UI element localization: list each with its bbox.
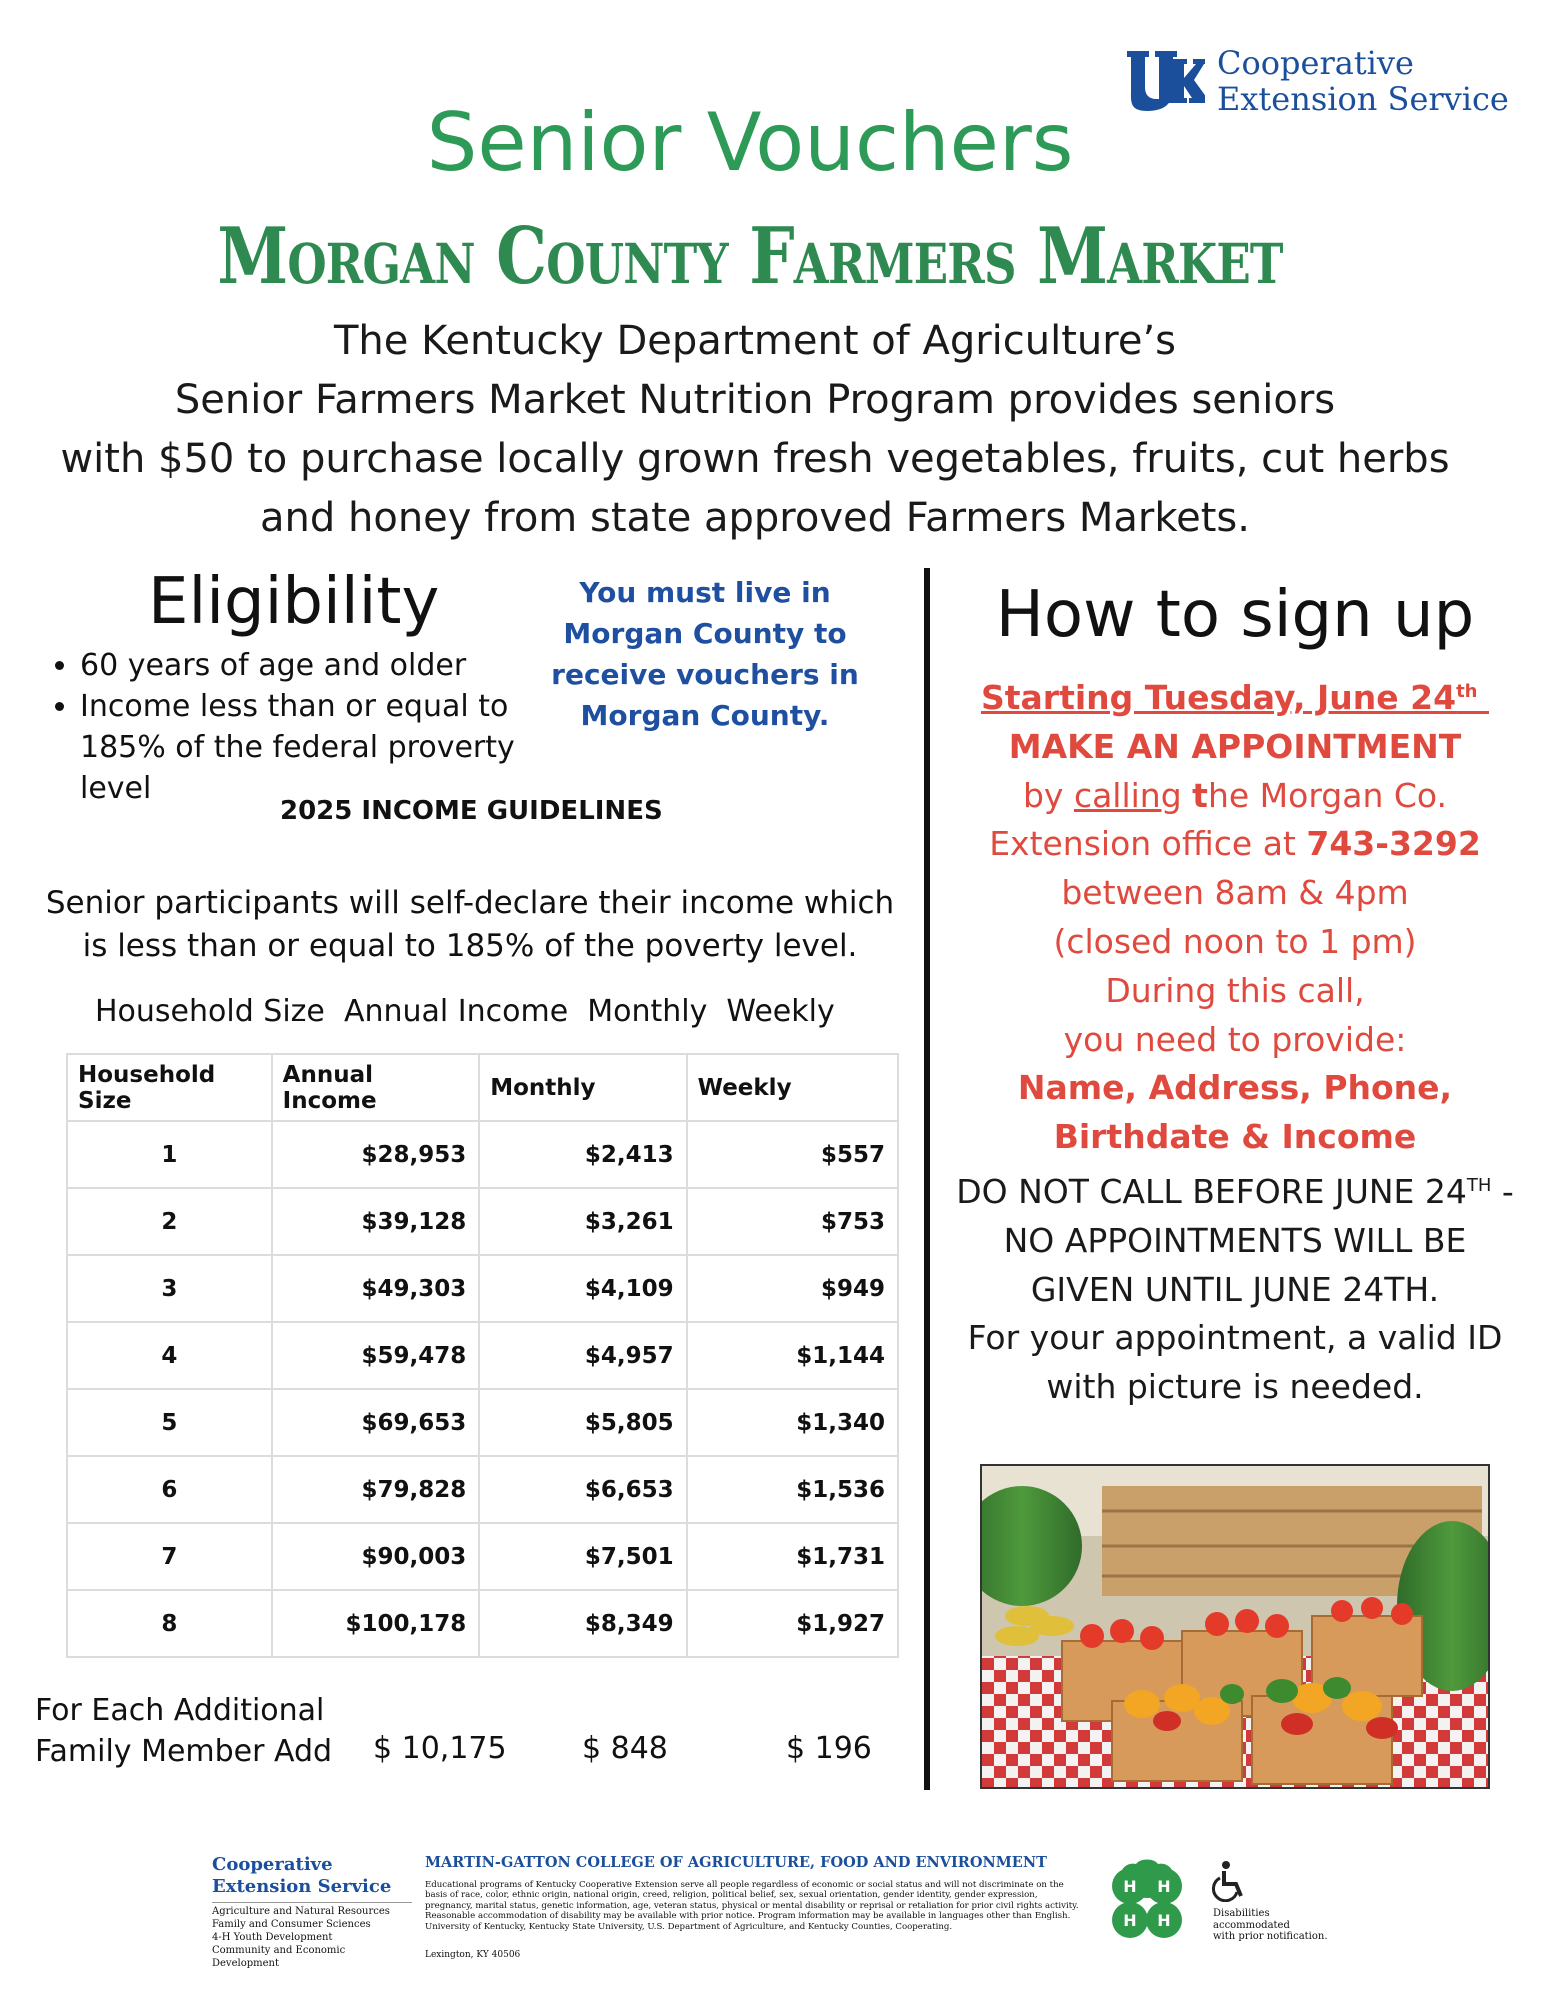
table-header-row [67, 1054, 898, 1121]
table-cell: $49,303 [272, 1255, 480, 1322]
produce-photo-image [982, 1466, 1488, 1787]
table-cell: $8,349 [479, 1590, 686, 1657]
eligibility-list [40, 645, 550, 809]
table-cell: 3 [67, 1255, 272, 1322]
footer-address: Lexington, KY 40506 [425, 1950, 521, 1960]
table-cell: $59,478 [272, 1322, 480, 1389]
signup-during: During this call, [1105, 970, 1365, 1010]
signup-id-note: For your appointment, a valid ID [967, 1318, 1503, 1358]
additional-annual: $ 10,175 [373, 1731, 507, 1766]
table-cell: 2 [67, 1188, 272, 1255]
additional-weekly: $ 196 [786, 1731, 872, 1766]
signup-hours: between 8am & 4pm [1061, 873, 1409, 913]
svg-text:H: H [1123, 1877, 1137, 1896]
footer-unit: 4-H Youth Development [212, 1932, 333, 1943]
table-cell: $90,003 [272, 1523, 480, 1590]
signup-id-note: with picture is needed. [1046, 1367, 1424, 1407]
table-row [67, 1322, 898, 1389]
additional-monthly: $ 848 [582, 1731, 668, 1766]
intro-line: with $50 to purchase locally grown fresh vegetables, fruits, cut herbs [60, 436, 1450, 482]
additional-label-line: Family Member Add [35, 1734, 333, 1769]
table-cell: $1,927 [687, 1590, 898, 1657]
logo-line2: Extension Service [1217, 80, 1509, 118]
table-cell: $39,128 [272, 1188, 480, 1255]
table-header: Weekly [687, 1054, 898, 1121]
table-row [67, 1590, 898, 1657]
svg-text:H: H [1157, 1877, 1171, 1896]
table-row [67, 1255, 898, 1322]
produce-photo [980, 1464, 1490, 1789]
signup-warning: DO NOT CALL BEFORE JUNE 24TH - [956, 1171, 1514, 1211]
intro-line: and honey from state approved Farmers Markets. [260, 495, 1250, 541]
page-title: Senior Vouchers [426, 96, 1074, 189]
income-guidelines-heading: 2025 INCOME GUIDELINES [280, 796, 663, 826]
footer-unit: Community and Economic Development [212, 1945, 346, 1969]
4h-clover-icon [1102, 1858, 1192, 1948]
additional-member-label [35, 1690, 332, 1772]
table-cell: $7,501 [479, 1523, 686, 1590]
table-row [67, 1456, 898, 1523]
footer-unit: Agriculture and Natural Resources [212, 1906, 390, 1917]
signup-office-line: Extension office at 743-3292 [989, 824, 1481, 864]
table-cell: 5 [67, 1389, 272, 1456]
signup-call-line: by calling the Morgan Co. [1022, 775, 1448, 815]
table-cell: $1,340 [687, 1389, 898, 1456]
table-header: Monthly [479, 1054, 686, 1121]
signup-fields: Birthdate & Income [1053, 1117, 1417, 1157]
phone-number: 743-3292 [1306, 824, 1481, 864]
table-cell: $6,653 [479, 1456, 686, 1523]
column-summary-row: Household Size Annual Income Monthly Weekly [95, 994, 835, 1029]
table-cell: $949 [687, 1255, 898, 1322]
accessibility-note [1213, 1908, 1328, 1943]
table-cell: $557 [687, 1121, 898, 1188]
table-cell: $5,805 [479, 1389, 686, 1456]
eligibility-item: • Income less than or equal to 185% of the federal proverty level [80, 686, 550, 809]
table-cell: $753 [687, 1188, 898, 1255]
footer-ces-logo [212, 1854, 391, 1898]
market-name: Morgan County Farmers Market [217, 211, 1283, 302]
additional-label-line: For Each Additional [35, 1693, 325, 1728]
table-cell: $79,828 [272, 1456, 480, 1523]
footer-legal-text: Educational programs of Kentucky Cooperative Extension serve all people regardless of economic or social status and will not discriminate on the basis of race, color, ethnic origin, national origin, creed, religion, political belief, sex, sexual orientation, gender identity, gender expression, pregnancy, marital status, genetic information, age, veteran status, physical or mental disability or reprisal or retaliation for prior civil rights activity. Reasonable accommodation of disability may be available with prior notice. Program information may be available in languages other than English. University of Kentucky, Kentucky State University, U.S. Department of Agriculture, and Kentucky Counties, Cooperating. [425, 1880, 1079, 1932]
table-row [67, 1188, 898, 1255]
table-cell: 7 [67, 1523, 272, 1590]
footer-college-name: MARTIN-GATTON COLLEGE OF AGRICULTURE, FOOD AND ENVIRONMENT [425, 1854, 1047, 1871]
signup-start-date: Starting Tuesday, June 24th [980, 678, 1478, 717]
footer-ces-line: Cooperative [212, 1854, 333, 1875]
accessibility-line: with prior notification. [1213, 1931, 1328, 1942]
svg-text:H: H [1157, 1911, 1171, 1930]
table-cell: $2,413 [479, 1121, 686, 1188]
table-cell: 1 [67, 1121, 272, 1188]
table-cell: $1,536 [687, 1456, 898, 1523]
signup-warning: GIVEN UNTIL JUNE 24TH. [1030, 1269, 1440, 1309]
intro-paragraph [20, 312, 1490, 548]
signup-instructions [930, 668, 1540, 1412]
table-row [67, 1389, 898, 1456]
footer-unit: Family and Consumer Sciences [212, 1919, 371, 1930]
eligibility-item: • 60 years of age and older [80, 645, 550, 686]
intro-line: Senior Farmers Market Nutrition Program provides seniors [174, 377, 1336, 423]
table-header: Household Size [67, 1054, 272, 1121]
logo-line1: Cooperative [1217, 44, 1414, 82]
table-cell: 8 [67, 1590, 272, 1657]
table-cell: $4,109 [479, 1255, 686, 1322]
table-cell: $100,178 [272, 1590, 480, 1657]
make-appointment: MAKE AN APPOINTMENT [1008, 726, 1462, 766]
signup-closed: (closed noon to 1 pm) [1053, 921, 1417, 961]
table-row [67, 1121, 898, 1188]
table-cell: $1,731 [687, 1523, 898, 1590]
self-declare-text [20, 882, 920, 968]
table-cell: 4 [67, 1322, 272, 1389]
signup-fields: Name, Address, Phone, [1017, 1068, 1453, 1108]
residency-note: You must live in Morgan County to receive vouchers in Morgan County. [551, 576, 859, 732]
wheelchair-access-icon [1210, 1860, 1250, 1902]
accessibility-line: Disabilities [1213, 1908, 1270, 1919]
table-header: Annual Income [272, 1054, 480, 1121]
table-cell: $4,957 [479, 1322, 686, 1389]
table-cell: 6 [67, 1456, 272, 1523]
footer-program-units [212, 1902, 412, 1970]
signup-warning: NO APPOINTMENTS WILL BE [1003, 1220, 1467, 1260]
signup-heading: How to sign up [995, 578, 1475, 652]
table-cell: $28,953 [272, 1121, 480, 1188]
signup-provide: you need to provide: [1063, 1019, 1407, 1059]
table-cell: $1,144 [687, 1322, 898, 1389]
svg-text:H: H [1123, 1911, 1137, 1930]
table-cell: $3,261 [479, 1188, 686, 1255]
income-table [66, 1053, 899, 1658]
self-declare-line: is less than or equal to 185% of the poverty level. [82, 928, 858, 964]
footer-ces-line: Extension Service [212, 1876, 392, 1897]
table-cell: $69,653 [272, 1389, 480, 1456]
eligibility-heading: Eligibility [148, 565, 440, 639]
intro-line: The Kentucky Department of Agriculture’s [333, 318, 1177, 364]
table-row [67, 1523, 898, 1590]
accessibility-line: accommodated [1213, 1919, 1290, 1931]
self-declare-line: Senior participants will self-declare their income which [45, 885, 895, 921]
